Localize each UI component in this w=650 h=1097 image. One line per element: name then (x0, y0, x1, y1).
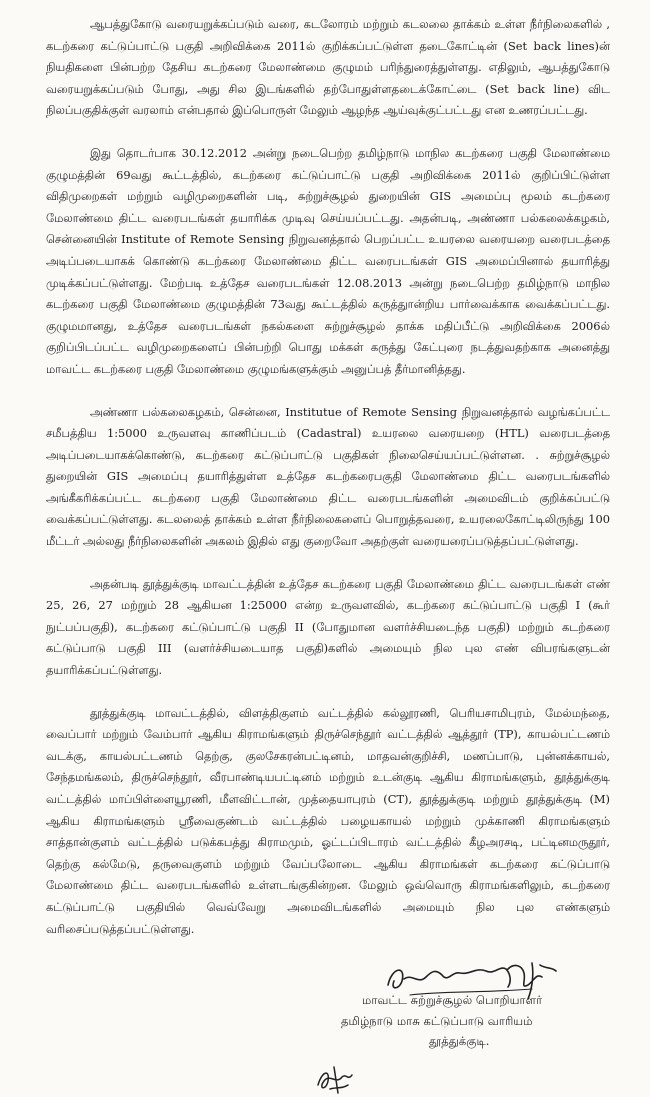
paragraph-czmp-maps: அதன்படி தூத்துக்குடி மாவட்டத்தின் உத்தேச கடற்கரை பகுதி மேலாண்மை திட்ட வரைபடங்கள் எண் 25, 26, 27 மற்றும் 28 ஆகியன 1:25000 என்ற உருவளவில், கடற்கரை கட்டுப்பாட்டு பகுதி I (கூர் நுட்பப்பகுதி), கடற்கரை கட்டுப்பாட்டு பகுதி II (போதுமான வளர்ச்சியடைந்த பகுதி) மற்றும் கடற்கரை கட்டுப்பாடு பகுதி III (வளர்ச்சியடையாத பகுதி)களில் அமையும் நில புல எண் விபரங்களுடன் தயாரிக்கப்பட்டுள்ளது. (46, 576, 610, 678)
paragraph-htl-demarcation: அண்ணா பல்கலைகழகம், சென்னை, Institutue of Remote Sensing நிறுவனத்தால் வழங்கப்பட்ட சமீபத்திய 1:5000 உருவளவு காணிப்படம் (Cadastral) உயரலை வரையறை (HTL) வரைபடத்தை அடிப்படையாகக்கொண்டு, கடற்கரை கட்டுப்பாட்டு பகுதிகள் நிலைசெய்யப்பட்டுள்ளன. . சுற்றுச்சூழல் துறையின் GIS அமைப்பு தயாரித்துள்ள உத்தேச கடற்கரைபகுதி மேலாண்மை திட்ட வரைபடங்களில் அங்கீகரிக்கப்பட்ட கடற்கரை பகுதி மேலாண்மை திட்ட வரைபடங்களின் அமைவிடம் குறிக்கப்பட்டு வைக்கப்பட்டுள்ளது. கடலலைத் தாக்கம் உள்ள நீர்நிலைகளைப் பொறுத்தவரை, உயரலைகோட்டிலிருந்து 100 மீட்டர் அல்லது நீர்நிலைகளின் அகலம் இதில் எது குறைவோ அதற்குள் வரையரைப்படுத்தப்பட்டுள்ளது. (46, 404, 610, 549)
signature-block (0, 955, 650, 1097)
initials-mark (312, 1063, 356, 1097)
paragraph-setback-lines: ஆபத்துகோடு வரையறுக்கப்படும் வரை, கடலோரம் மற்றும் கடலலை தாக்கம் உள்ள நீர்நிலைகளில் , கடற்கரை கட்டுப்பாட்டு பகுதி அறிவிக்கை 2011ல் குறிக்கப்பட்டுள்ள தடைகோட்டின் (Set back lines)ன் நியதிகளை பின்பற்ற தேசிய கடற்கரை மேலாண்மை குழுமம் பரிந்துரைத்துள்ளது. எதிலும், ஆபத்துகோடு வரையறுக்கப்படும் போது, அது சில இடங்களில் தற்போதுள்ளதடைக்கோட்டை (Set back line) விட நிலப்பகுதிக்குள் வரலாம் என்பதால் இப்பொருள் மேலும் ஆழந்த ஆய்வுக்குட்பட்டது என உணரப்பட்டது. (46, 17, 610, 118)
signatory-location: தூத்துக்குடி. (429, 1034, 490, 1048)
signatory-organization: தமிழ்நாடு மாசு கட்டுப்பாடு வாரியம் (341, 1014, 533, 1028)
paragraph-villages-list: தூத்துக்குடி மாவட்டத்தில், விளத்திகுளம் வட்டத்தில் கல்லூரணி, பெரியசாமிபுரம், மேல்மந்தை, வைப்பார் மற்றும் வேம்பார் ஆகிய கிராமங்களும் திருச்செந்தூர் வட்டத்தில் ஆத்தூர் (TP), காயல்பட்டணம் வடக்கு, காயல்பட்டணம் தெற்கு, குலசேகரன்பட்டினம், மாதவன்குறிச்சி, மணப்பாடு, புன்னக்காயல், சேந்தமங்கலம், திருச்செந்தூர், வீரபாண்டியபட்டினம் மற்றும் உடன்குடி ஆகிய கிராமங்களும், தூத்துக்குடி வட்டத்தில் மாப்பிள்ளையூரணி, மீளவிட்டான், முத்தையாபுரம் (CT), தூத்துக்குடி மற்றும் தூத்துக்குடி (M) ஆகிய கிராமங்களும் ஸ்ரீவைகுண்டம் வட்டத்தில் பழையகாயல் மற்றும் முக்காணி கிராமங்களும் சாத்தான்குளம் வட்டத்தில் படுக்கபத்து கிராமமும், ஓட்டப்பிடாரம் வட்டத்தில் கீழஅரசடி, பட்டினமருதூர், தெற்கு கல்மேடு, தருவைகுளம் மற்றும் வேப்பலோடை ஆகிய கிராமங்கள் கடற்கரை கட்டுப்பாடு மேலாண்மை திட்ட வரைபடங்களில் உள்ளடங்குகின்றன. மேலும் ஒவ்வொரு கிராமங்களிலும், கடற்கரை கட்டுப்பாட்டு பகுதியில் வெவ்வேறு அமைவிடங்களில் அமையும் நில புல எண்களும் வரிசைப்படுத்தப்பட்டுள்ளது. (46, 705, 610, 936)
paragraph-69th-meeting: இது தொடர்பாக 30.12.2012 அன்று நடைபெற்ற தமிழ்நாடு மாநில கடற்கரை பகுதி மேலாண்மை குழுமத்தின் 69வது கூட்டத்தில், கடற்கரை கட்டுப்பாட்டு பகுதி அறிவிக்கை 2011ல் குறிப்பிட்டுள்ள விதிமுறைகள் மற்றும் வழிமுறைகளின் படி, சுற்றுச்சூழல் துறையின் GIS அமைப்பு மூலம் கடற்கரை மேலாண்மை திட்ட வரைபடங்கள் தயாரிக்க முடிவு செய்யப்பட்டது. அதன்படி, அண்ணா பல்கலைக்கழகம், சென்னையின் Institute of Remote Sensing நிறுவனத்தால் பெறப்பட்ட உயரலை வரையறை வரைபடத்தை அடிப்படையாகக் கொண்டு கடற்கரை மேலாண்மை திட்ட வரைபடங்கள் GIS அமைப்பினால் தயாரித்து முடிக்கப்பட்டுள்ளது. மேற்படி உத்தேச வரைபடங்கள் 12.08.2013 அன்று நடைபெற்ற தமிழ்நாடு மாநில கடற்கரை பகுதி மேலாண்மை குழுமத்தின் 73வது கூட்டத்தில் கருத்துான்றிய பார்வைக்காக வைக்கப்பட்டது. குழுமமானது, உத்தேச வரைபடங்கள் நகல்களை சுற்றுச்சூழல் தாக்க மதிப்பீட்டு அறிவிக்கை 2006ல் குறிப்பிடப்பட்ட வழிமுறைகளைப் பின்பற்றி பொது மக்கள் கருத்து கேட்புரை நடத்துவதற்காக அனைத்து மாவட்ட கடற்கரை பகுதி மேலாண்மை குழுமங்களுக்கும் அனுப்பத் தீர்மானித்தது. (46, 145, 610, 376)
signatory-designation: மாவட்ட சுற்றுச்சூழல் பொறியாளர் (362, 993, 543, 1007)
